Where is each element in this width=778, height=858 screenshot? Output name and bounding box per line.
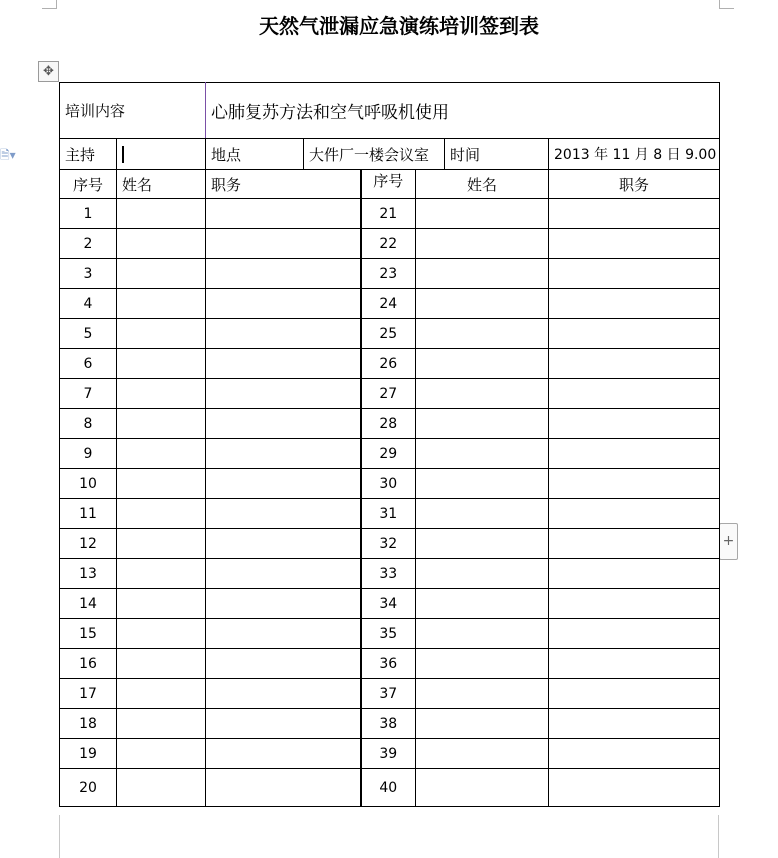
name-cell-left[interactable] [117,229,206,259]
position-cell-right[interactable] [549,619,720,649]
position-cell-right[interactable] [549,679,720,709]
row-number-right: 35 [361,619,416,649]
table-row [60,289,720,319]
position-cell-left[interactable] [206,559,361,589]
name-cell-left[interactable] [117,379,206,409]
name-cell-left[interactable] [117,559,206,589]
table-row [60,229,720,259]
row-number-right: 31 [361,499,416,529]
position-cell-left[interactable] [206,379,361,409]
name-cell-right[interactable] [416,259,549,289]
table-row [60,259,720,289]
table-row [60,469,720,499]
move-icon: ✥ [43,64,54,79]
position-cell-right[interactable] [549,709,720,739]
position-cell-left[interactable] [206,709,361,739]
place-value[interactable]: 大件厂一楼会议室 [304,139,445,170]
row-number-right: 27 [361,379,416,409]
name-cell-left[interactable] [117,469,206,499]
row-number-right: 26 [361,349,416,379]
document-title: 天然气泄漏应急演练培训签到表 [259,14,539,38]
row-number-left: 5 [60,319,117,349]
position-cell-left[interactable] [206,679,361,709]
table-row [60,709,720,739]
row-number-right: 40 [361,769,416,807]
row-number-left: 2 [60,229,117,259]
time-label: 时间 [445,139,549,170]
column-header-row [60,170,720,199]
row-number-left: 20 [60,769,117,807]
position-cell-right[interactable] [549,559,720,589]
position-cell-left[interactable] [206,739,361,769]
row-number-left: 17 [60,679,117,709]
row-number-right: 33 [361,559,416,589]
name-cell-right[interactable] [416,229,549,259]
position-cell-left[interactable] [206,199,361,229]
name-cell-right[interactable] [416,589,549,619]
row-number-right: 23 [361,259,416,289]
host-row [60,139,720,170]
row-number-left: 10 [60,469,117,499]
name-cell-left[interactable] [117,529,206,559]
name-cell-left[interactable] [117,439,206,469]
row-number-right: 24 [361,289,416,319]
position-cell-right[interactable] [549,589,720,619]
position-cell-left[interactable] [206,409,361,439]
position-cell-left[interactable] [206,289,361,319]
row-number-right: 36 [361,649,416,679]
name-cell-left[interactable] [117,709,206,739]
name-cell-right[interactable] [416,679,549,709]
position-cell-left[interactable] [206,589,361,619]
position-cell-left[interactable] [206,439,361,469]
position-cell-right[interactable] [549,409,720,439]
position-cell-left[interactable] [206,229,361,259]
table-row [60,589,720,619]
name-cell-left[interactable] [117,769,206,807]
position-cell-left[interactable] [206,619,361,649]
table-row [60,199,720,229]
name-cell-right[interactable] [416,649,549,679]
row-number-left: 4 [60,289,117,319]
table-row [60,409,720,439]
position-cell-right[interactable] [549,439,720,469]
table-row [60,619,720,649]
name-cell-right[interactable] [416,289,549,319]
position-cell-right[interactable] [549,229,720,259]
position-cell-right[interactable] [549,649,720,679]
row-number-right: 32 [361,529,416,559]
table-row [60,499,720,529]
time-value[interactable]: 2013 年 11 月 8 日 9.00 [549,139,720,170]
name-cell-left[interactable] [117,199,206,229]
row-number-left: 19 [60,739,117,769]
position-cell-left[interactable] [206,529,361,559]
position-cell-left[interactable] [206,649,361,679]
row-number-left: 16 [60,649,117,679]
table-row [60,739,720,769]
table-row [60,649,720,679]
row-number-left: 8 [60,409,117,439]
row-number-left: 13 [60,559,117,589]
position-cell-left[interactable] [206,469,361,499]
row-number-left: 14 [60,589,117,619]
name-cell-left[interactable] [117,259,206,289]
col-header-position-left: 职务 [206,170,361,199]
content-value[interactable]: 心肺复苏方法和空气呼吸机使用 [206,83,720,139]
row-number-left: 12 [60,529,117,559]
row-number-left: 18 [60,709,117,739]
col-header-number-right: 序号 [361,170,416,199]
host-label: 主持 [60,139,117,170]
name-cell-left[interactable] [117,409,206,439]
plus-icon: + [722,533,735,549]
table-row [60,559,720,589]
name-cell-left[interactable] [117,319,206,349]
row-number-right: 25 [361,319,416,349]
name-cell-left[interactable] [117,289,206,319]
row-number-right: 29 [361,439,416,469]
name-cell-right[interactable] [416,559,549,589]
row-number-right: 38 [361,709,416,739]
table-row [60,679,720,709]
col-header-number-left: 序号 [60,170,117,199]
name-cell-right[interactable] [416,469,549,499]
row-number-right: 28 [361,409,416,439]
row-number-left: 7 [60,379,117,409]
margin-guide-left [59,815,60,858]
position-cell-right[interactable] [549,319,720,349]
row-number-right: 37 [361,679,416,709]
training-content-row [60,83,720,139]
row-number-left: 11 [60,499,117,529]
name-cell-right[interactable] [416,619,549,649]
name-cell-right[interactable] [416,769,549,807]
position-cell-right[interactable] [549,499,720,529]
table-row [60,379,720,409]
host-value-cell[interactable] [117,139,206,170]
name-cell-left[interactable] [117,349,206,379]
name-cell-right[interactable] [416,499,549,529]
position-cell-right[interactable] [549,379,720,409]
row-number-right: 34 [361,589,416,619]
col-header-name-left: 姓名 [117,170,206,199]
table-row [60,529,720,559]
text-cursor [122,146,124,163]
position-cell-right[interactable] [549,349,720,379]
position-cell-right[interactable] [549,469,720,499]
name-cell-right[interactable] [416,319,549,349]
col-header-position-right: 职务 [549,170,720,199]
position-cell-right[interactable] [549,769,720,807]
name-cell-left[interactable] [117,619,206,649]
position-cell-right[interactable] [549,199,720,229]
table-row [60,439,720,469]
position-cell-right[interactable] [549,739,720,769]
col-header-name-right: 姓名 [416,170,549,199]
margin-corner-top-right [719,0,734,9]
name-cell-left[interactable] [117,679,206,709]
table-move-handle[interactable] [38,61,59,82]
row-number-right: 22 [361,229,416,259]
table-row [60,349,720,379]
row-number-right: 21 [361,199,416,229]
name-cell-left[interactable] [117,589,206,619]
position-cell-left[interactable] [206,499,361,529]
name-cell-right[interactable] [416,199,549,229]
position-cell-left[interactable] [206,259,361,289]
table-row [60,319,720,349]
margin-corner-top-left [42,0,57,9]
content-label: 培训内容 [60,83,206,139]
name-cell-right[interactable] [416,439,549,469]
position-cell-left[interactable] [206,349,361,379]
place-label: 地点 [206,139,304,170]
row-number-left: 1 [60,199,117,229]
row-number-right: 30 [361,469,416,499]
position-cell-right[interactable] [549,259,720,289]
name-cell-right[interactable] [416,529,549,559]
position-cell-left[interactable] [206,319,361,349]
position-cell-left[interactable] [206,769,361,807]
sign-in-table [59,82,720,807]
row-number-left: 15 [60,619,117,649]
row-number-right: 39 [361,739,416,769]
name-cell-left[interactable] [117,649,206,679]
name-cell-right[interactable] [416,409,549,439]
row-number-left: 6 [60,349,117,379]
name-cell-right[interactable] [416,379,549,409]
row-number-left: 9 [60,439,117,469]
name-cell-left[interactable] [117,499,206,529]
name-cell-right[interactable] [416,739,549,769]
add-column-button[interactable] [719,523,738,560]
row-number-left: 3 [60,259,117,289]
name-cell-right[interactable] [416,709,549,739]
table-row [60,769,720,807]
position-cell-right[interactable] [549,529,720,559]
document-icon[interactable]: 🗎▾ [0,148,16,162]
name-cell-left[interactable] [117,739,206,769]
position-cell-right[interactable] [549,289,720,319]
margin-guide-right [718,815,719,858]
name-cell-right[interactable] [416,349,549,379]
